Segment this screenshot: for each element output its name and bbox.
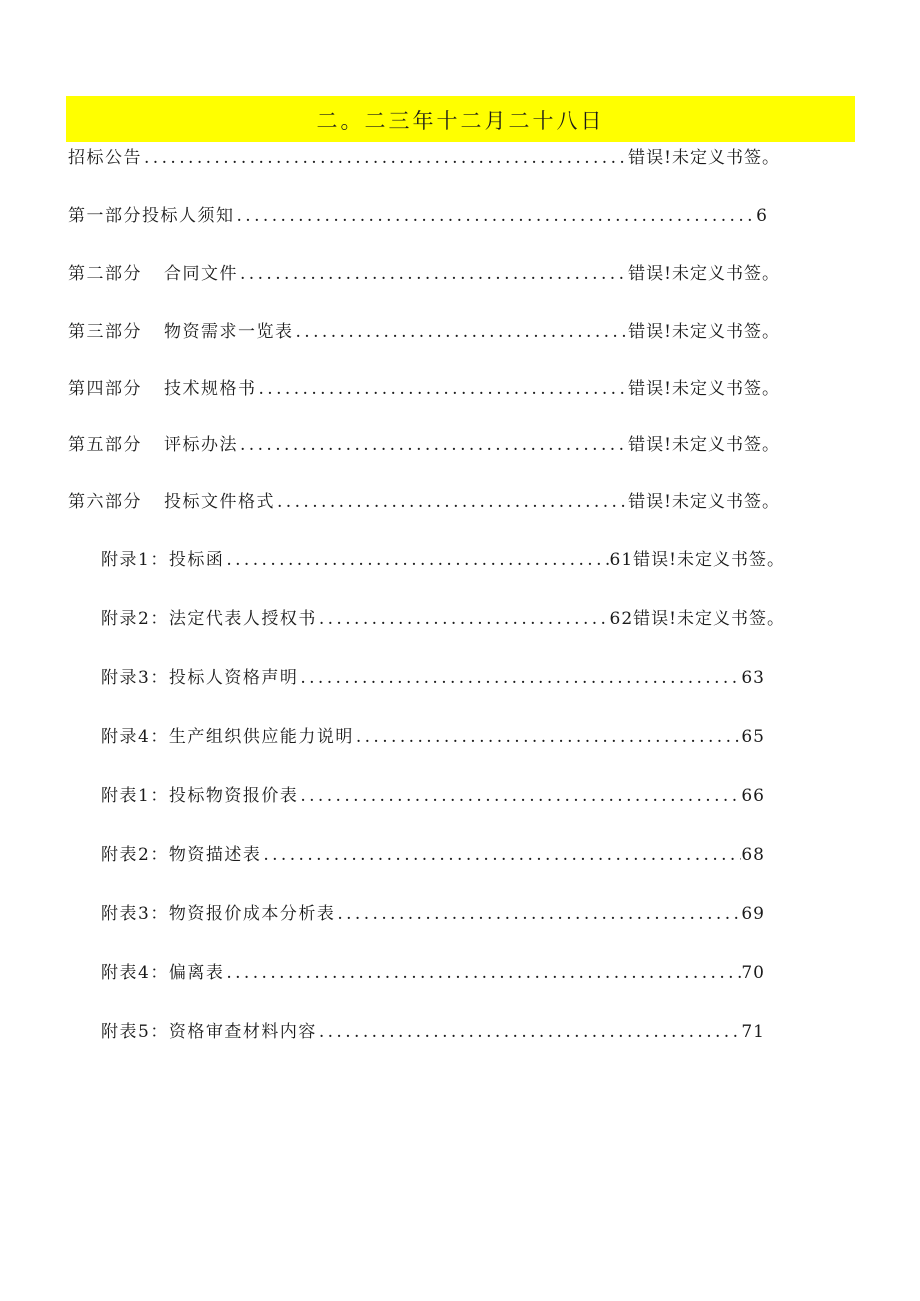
toc-dot-leader: [317, 1020, 742, 1044]
toc-entry-page: 6: [756, 206, 768, 226]
toc-dot-leader: [275, 490, 628, 514]
toc-entry-page: 63: [741, 668, 765, 688]
toc-entry-title: 附表1：投标物资报价表: [101, 786, 299, 806]
toc-entry-title: 第六部分 投标文件格式: [68, 492, 275, 512]
toc-entry-title: 第一部分投标人须知: [68, 206, 235, 226]
toc-entry-part-6[interactable]: [68, 490, 780, 514]
toc-entry-schedule-3[interactable]: [101, 902, 765, 926]
toc-dot-leader: [257, 377, 629, 401]
toc-entry-title: 附表4：偏离表: [101, 963, 225, 983]
toc-entry-page: 65: [741, 727, 765, 747]
toc-entry-page: 错误!未定义书签。: [628, 148, 780, 168]
toc-entry-page: 66: [741, 786, 765, 806]
toc-entry-schedule-1[interactable]: [101, 784, 765, 808]
toc-entry-page: 错误!未定义书签。: [628, 435, 780, 455]
toc-entry-appendix-2[interactable]: [101, 607, 785, 631]
toc-entry-appendix-1[interactable]: [101, 548, 785, 572]
toc-entry-title: 招标公告: [68, 148, 142, 168]
toc-dot-leader: [294, 320, 629, 344]
toc-entry-title: 第五部分 评标办法: [68, 435, 238, 455]
toc-dot-leader: [354, 725, 742, 749]
toc-entry-bid-announcement[interactable]: [68, 146, 780, 170]
toc-entry-page: 错误!未定义书签。: [628, 379, 780, 399]
toc-entry-page: 69: [741, 904, 765, 924]
toc-entry-appendix-3[interactable]: [101, 666, 765, 690]
toc-entry-title: 第二部分 合同文件: [68, 264, 238, 284]
toc-entry-title: 第四部分 技术规格书: [68, 379, 257, 399]
toc-dot-leader: [261, 843, 741, 867]
toc-entry-schedule-5[interactable]: [101, 1020, 765, 1044]
toc-dot-leader: [142, 146, 628, 170]
toc-entry-schedule-4[interactable]: [101, 961, 765, 985]
toc-entry-part-2[interactable]: [68, 262, 780, 286]
toc-entry-title: 附录3：投标人资格声明: [101, 668, 299, 688]
date-text: 二。二三年十二月二十八日: [316, 109, 605, 133]
toc-dot-leader: [298, 666, 741, 690]
toc-entry-page: 70: [741, 963, 765, 983]
toc-entry-page: 错误!未定义书签。: [628, 264, 780, 284]
toc-dot-leader: [298, 784, 741, 808]
toc-entry-page: 62错误!未定义书签。: [609, 609, 785, 629]
toc-dot-leader: [224, 548, 609, 572]
toc-entry-part-4[interactable]: [68, 377, 780, 401]
toc-dot-leader: [238, 262, 628, 286]
toc-entry-title: 附录1：投标函: [101, 550, 225, 570]
toc-entry-schedule-2[interactable]: [101, 843, 765, 867]
toc-entry-title: 附表5：资格审查材料内容: [101, 1022, 317, 1042]
toc-entry-title: 附表2：物资描述表: [101, 845, 262, 865]
toc-entry-part-3[interactable]: [68, 320, 780, 344]
toc-entry-title: 附录2：法定代表人授权书: [101, 609, 317, 629]
toc-entry-title: 附录4：生产组织供应能力说明: [101, 727, 354, 747]
toc-entry-page: 71: [741, 1022, 765, 1042]
toc-entry-page: 错误!未定义书签。: [628, 492, 780, 512]
toc-entry-appendix-4[interactable]: [101, 725, 765, 749]
toc-entry-page: 68: [741, 845, 765, 865]
toc-entry-title: 附表3：物资报价成本分析表: [101, 904, 336, 924]
toc-entry-title: 第三部分 物资需求一览表: [68, 322, 294, 342]
toc-dot-leader: [238, 433, 628, 457]
toc-entry-page: 61错误!未定义书签。: [609, 550, 785, 570]
date-banner: [66, 96, 855, 142]
toc-entry-part-5[interactable]: [68, 433, 780, 457]
toc-dot-leader: [224, 961, 741, 985]
toc-dot-leader: [335, 902, 741, 926]
toc-dot-leader: [317, 607, 610, 631]
toc-dot-leader: [235, 204, 757, 228]
toc-entry-page: 错误!未定义书签。: [628, 322, 780, 342]
toc-entry-part-1[interactable]: [68, 204, 768, 228]
